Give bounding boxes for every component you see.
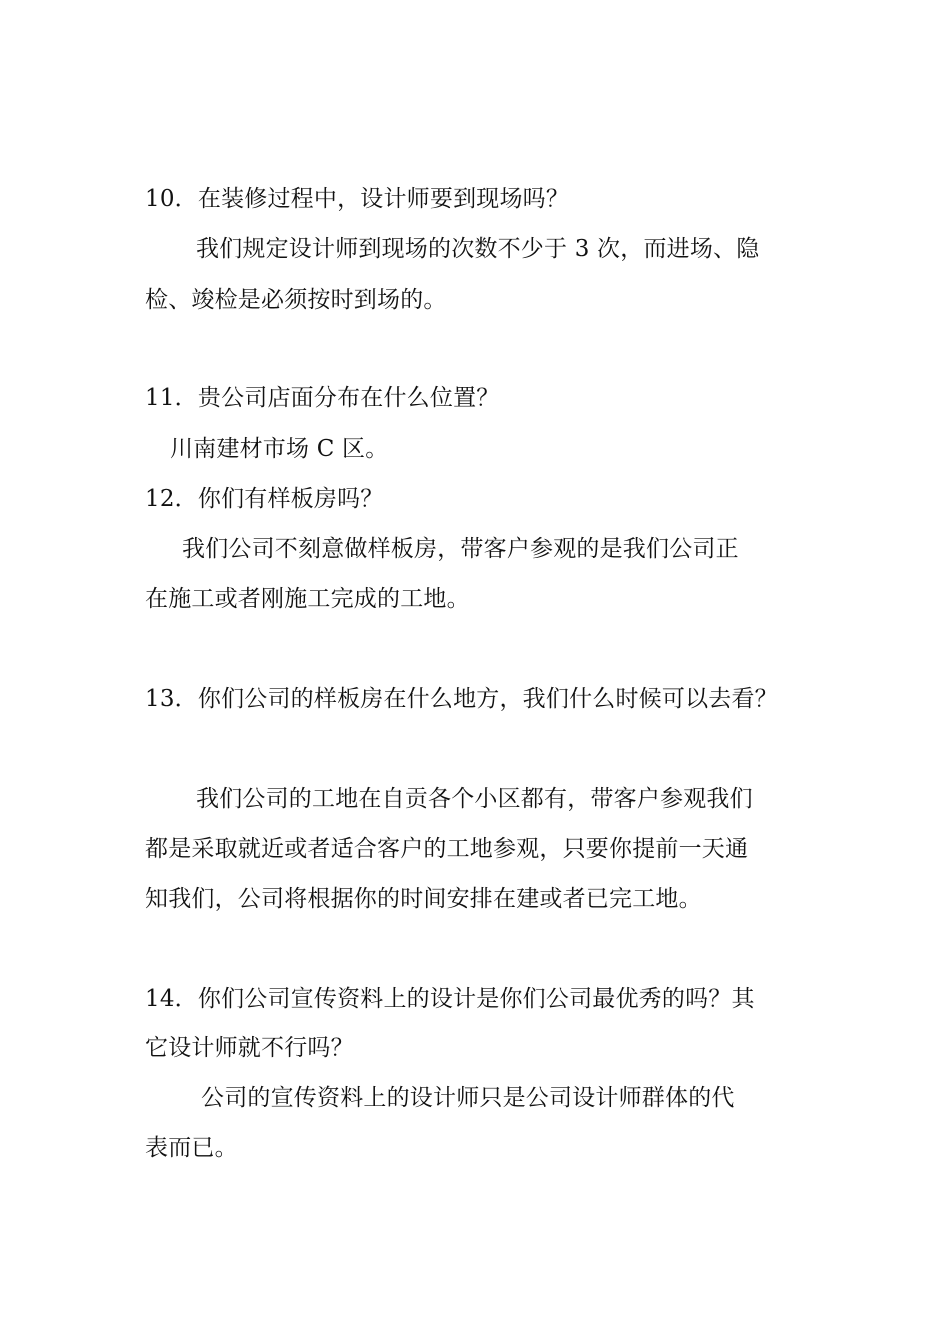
answer-10-line-2: 检、竣检是必须按时到场的。 bbox=[145, 287, 447, 313]
answer-10-line-1: 我们规定设计师到现场的次数不少于 3 次，而进场、隐 bbox=[196, 236, 760, 262]
answer-12-line-2: 在施工或者刚施工完成的工地。 bbox=[145, 586, 470, 612]
question-10: 10．在装修过程中，设计师要到现场吗？ bbox=[145, 186, 570, 212]
question-12: 12．你们有样板房吗？ bbox=[145, 486, 384, 512]
answer-13-line-2: 都是采取就近或者适合客户的工地参观，只要你提前一天通 bbox=[145, 836, 749, 862]
answer-13-line-1: 我们公司的工地在自贡各个小区都有，带客户参观我们 bbox=[196, 786, 753, 812]
question-14-line-1: 14．你们公司宣传资料上的设计是你们公司最优秀的吗？其 bbox=[145, 986, 755, 1012]
answer-14-line-1: 公司的宣传资料上的设计师只是公司设计师群体的代 bbox=[201, 1085, 735, 1111]
answer-11: 川南建材市场 C 区。 bbox=[170, 436, 389, 462]
question-13: 13．你们公司的样板房在什么地方，我们什么时候可以去看？ bbox=[145, 686, 778, 712]
answer-13-line-3: 知我们，公司将根据你的时间安排在建或者已完工地。 bbox=[145, 886, 702, 912]
question-11: 11．贵公司店面分布在什么位置？ bbox=[145, 385, 500, 411]
answer-12-line-1: 我们公司不刻意做样板房，带客户参观的是我们公司正 bbox=[182, 536, 739, 562]
question-14-line-2: 它设计师就不行吗？ bbox=[145, 1035, 354, 1061]
answer-14-line-2: 表而已。 bbox=[145, 1135, 238, 1161]
